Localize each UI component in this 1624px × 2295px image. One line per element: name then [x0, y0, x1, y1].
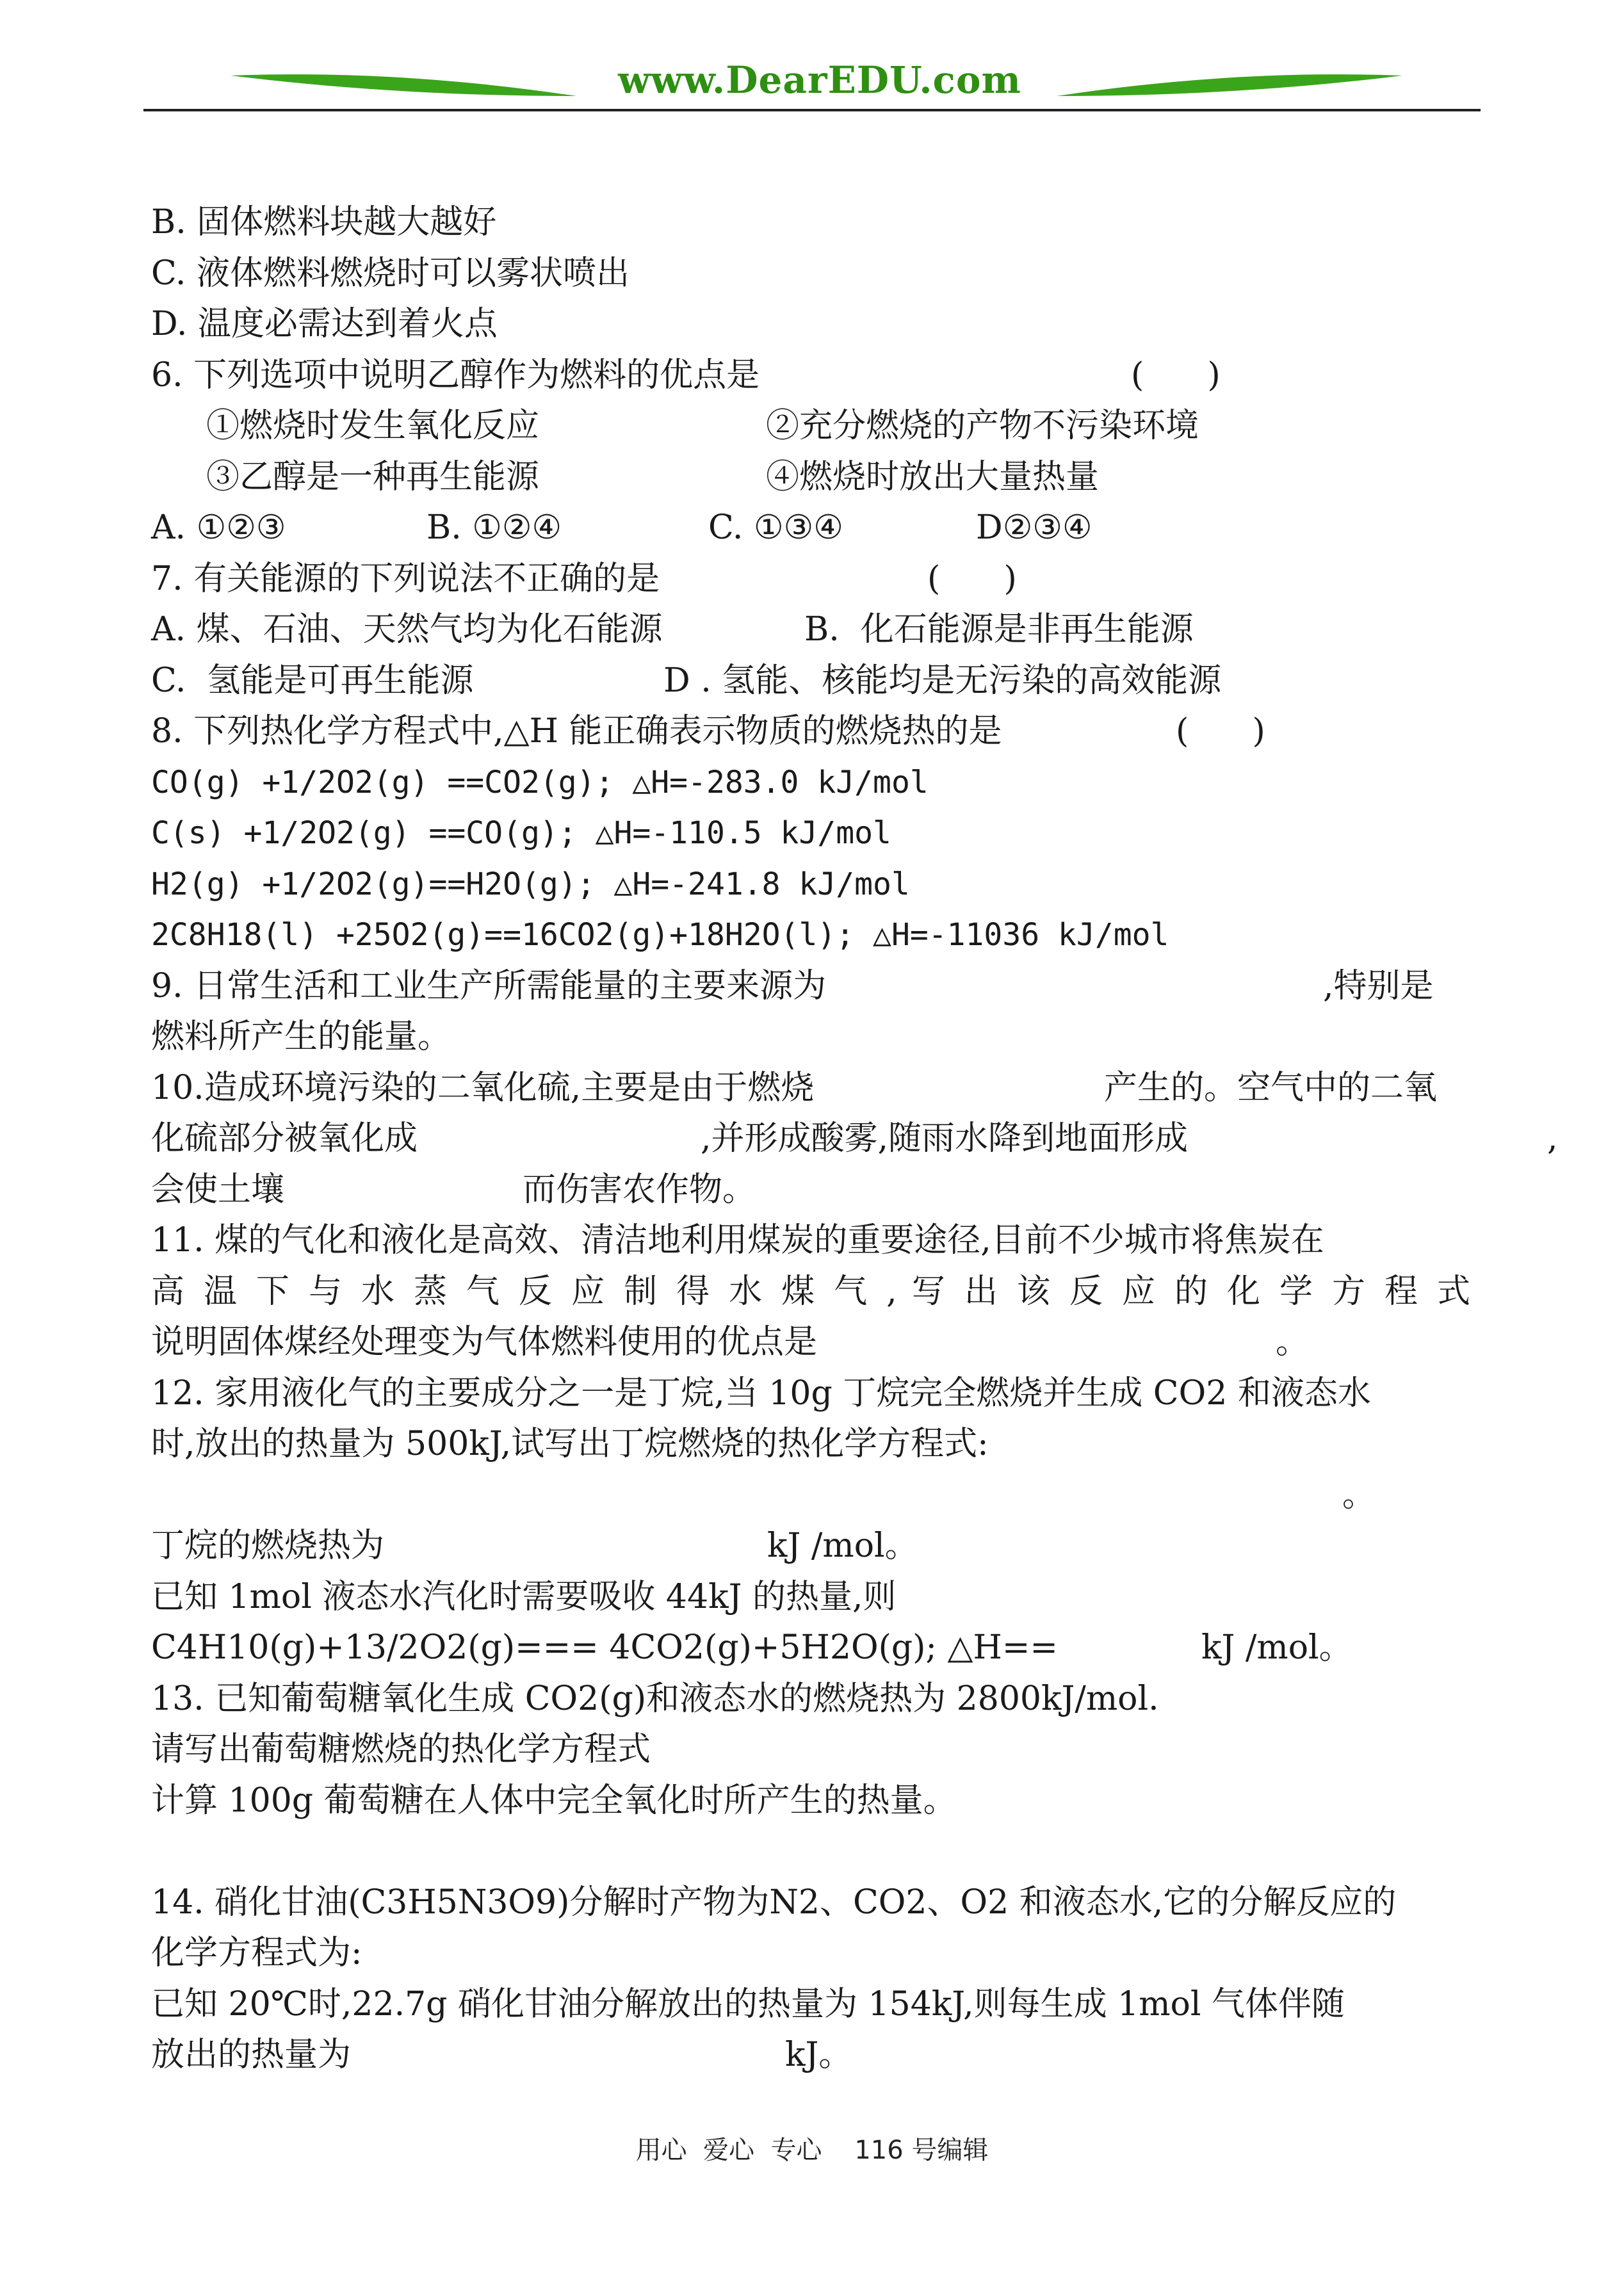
text-line: B. 固体燃料块越大越好 [151, 203, 497, 241]
question-line: 6. 下列选项中说明乙醇作为燃料的优点是 ( ) [151, 350, 1483, 401]
equation-line: 2C8H18(l) +25O2(g)==16CO2(g)+18H2O(l); △H=-11036 kJ/mol [151, 917, 1169, 953]
spacer [151, 1826, 1483, 1877]
answer-bracket: ( ) [1131, 355, 1221, 394]
option-pair: C. 氢能是可再生能源 D . 氢能、核能均是无污染的高效能源 [151, 661, 1222, 700]
question-line: 10.造成环境污染的二氧化硫,主要是由于燃烧 产生的。空气中的二氧 [151, 1068, 1438, 1107]
left-leaf-swoosh [231, 74, 576, 96]
answer-blank-line: 。 [1342, 1475, 1376, 1514]
equation-line: C(s) +1/2O2(g) ==CO(g); △H=-110.5 kJ/mol [151, 815, 891, 851]
option-pair: ③乙醇是一种再生能源 ④燃烧时放出大量热量 [206, 457, 1100, 496]
text-line: 燃料所产生的能量。 [151, 1018, 451, 1056]
equation-line: CO(g) +1/2O2(g) ==CO2(g); △H=-283.0 kJ/mol [151, 764, 929, 800]
page-footer: 用心 爱心 专心 116 号编辑 [635, 2136, 989, 2165]
answer-bracket: ( ) [1176, 712, 1265, 750]
text-line: 化学方程式为: [151, 1934, 362, 1972]
right-leaf-swoosh [1057, 74, 1402, 96]
text-line: C4H10(g)+13/2O2(g)=== 4CO2(g)+5H2O(g); △H== kJ /mol。 [151, 1628, 1352, 1667]
question-line: 8. 下列热化学方程式中,△H 能正确表示物质的燃烧热的是 ( ) [151, 706, 1483, 758]
page-header [0, 0, 1624, 128]
text-line: 计算 100g 葡萄糖在人体中完全氧化时所产生的热量。 [151, 1781, 957, 1820]
equation-line: H2(g) +1/2O2(g)==H2O(g); △H=-241.8 kJ/mol [151, 866, 910, 902]
document-body [151, 197, 1558, 2081]
option-pair: ①燃烧时发生氧化反应 ②充分燃烧的产物不污染环境 [206, 407, 1199, 445]
text-line: 已知 1mol 液态水汽化时需要吸收 44kJ 的热量,则 [151, 1577, 897, 1616]
text-line: 化硫部分被氧化成 ,并形成酸雾,随雨水降到地面形成 , [151, 1119, 1558, 1158]
question-line: 9. 日常生活和工业生产所需能量的主要来源为 ,特别是 [151, 966, 1434, 1005]
answer-options: A. ①②③ B. ①②④ C. ①③④ D②③④ [151, 508, 1092, 547]
text-line: D. 温度必需达到着火点 [151, 305, 498, 343]
text-line: 已知 20℃时,22.7g 硝化甘油分解放出的热量为 154kJ,则每生成 1mol 气体伴随 [151, 1984, 1345, 2023]
text-line: 丁烷的燃烧热为 kJ /mol。 [151, 1527, 918, 1565]
question-line: 7. 有关能源的下列说法不正确的是 ( ) [151, 554, 1483, 605]
site-logo: www.DearEDU.com [618, 58, 1021, 102]
text-line: 放出的热量为 kJ。 [151, 2036, 852, 2074]
text-line: 时,放出的热量为 500kJ,试写出丁烷燃烧的热化学方程式: [151, 1425, 989, 1463]
text-line: C. 液体燃料燃烧时可以雾状喷出 [151, 254, 629, 293]
option-pair: A. 煤、石油、天然气均为化石能源 B. 化石能源是非再生能源 [151, 610, 1194, 649]
question-line: 14. 硝化甘油(C3H5N3O9)分解时产物为N2、CO2、O2 和液态水,它的分解反应的 [151, 1883, 1397, 1922]
answer-bracket: ( ) [927, 559, 1017, 598]
text-line: 请写出葡萄糖燃烧的热化学方程式 [151, 1730, 651, 1769]
text-line: 会使土壤 而伤害农作物。 [151, 1170, 756, 1209]
question-line: 13. 已知葡萄糖氧化生成 CO2(g)和液态水的燃烧热为 2800kJ/mol. [151, 1679, 1159, 1718]
text-line: 说明固体煤经处理变为气体燃料使用的优点是 。 [151, 1323, 1310, 1361]
text-line: 高 温 下 与 水 蒸 气 反 应 制 得 水 煤 气 , 写 出 该 反 应 的 化 学 方 程 式 [151, 1272, 1470, 1311]
question-line: 11. 煤的气化和液化是高效、清洁地利用煤炭的重要途径,目前不少城市将焦炭在 [151, 1221, 1324, 1260]
question-line: 12. 家用液化气的主要成分之一是丁烷,当 10g 丁烷完全燃烧并生成 CO2 和液态水 [151, 1374, 1371, 1413]
